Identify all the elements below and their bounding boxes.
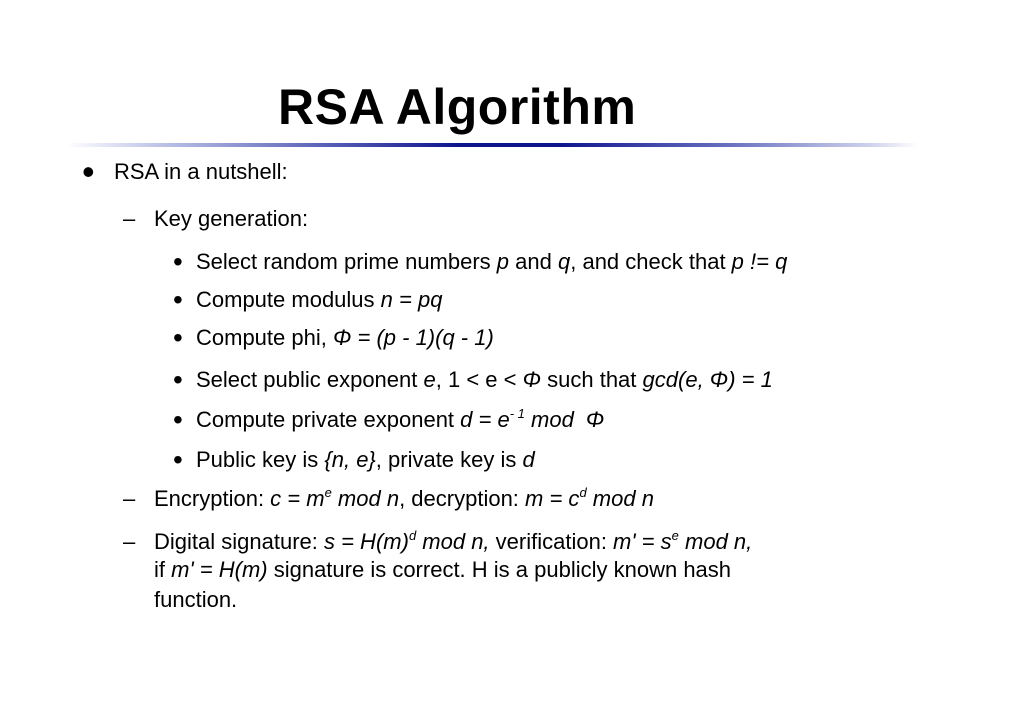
signature-line-2: if m' = H(m) signature is correct. H is a publicly known hash [154, 557, 732, 582]
step-compute-phi: Compute phi, Φ = (p - 1)(q - 1) [196, 325, 494, 350]
bullet-dash: – [123, 529, 136, 554]
bullet-dot: • [173, 364, 183, 395]
step-compute-modulus: Compute modulus n = pq [196, 287, 443, 312]
step-key-summary: Public key is {n, e}, private key is d [196, 447, 535, 472]
bullet-dot: • [173, 444, 183, 475]
bullet-dot: • [173, 246, 183, 277]
slide-title: RSA Algorithm [278, 79, 637, 135]
bullet-dot: • [173, 322, 183, 353]
bullet-dash: – [123, 206, 136, 231]
signature-line-3: function. [154, 587, 238, 612]
step-public-exponent: Select public exponent e, 1 < e < Φ such that gcd(e, Φ) = 1 [196, 367, 773, 392]
bullet-dot: • [82, 151, 95, 192]
bullet-dot: • [173, 284, 183, 315]
encryption-line: Encryption: $c = m^e$ mod n, decryption: $m = c^d$ mod n [154, 485, 654, 511]
step-private-exponent: Compute private exponent $d = e^{- 1}$ mod Φ [196, 406, 605, 432]
bullet-dot: • [173, 404, 183, 435]
title-divider [66, 143, 918, 147]
signature-line-1: Digital signature: $s = H(m)^d$ mod n, verification: $m' = s^e$ mod n, [154, 528, 753, 554]
key-generation-heading: Key generation: [154, 206, 309, 231]
step-select-primes: Select random prime numbers p and q, and check that p != q [196, 249, 788, 274]
bullet-dash: – [123, 486, 136, 511]
rsa-nutshell-heading: RSA in a nutshell: [114, 159, 288, 184]
